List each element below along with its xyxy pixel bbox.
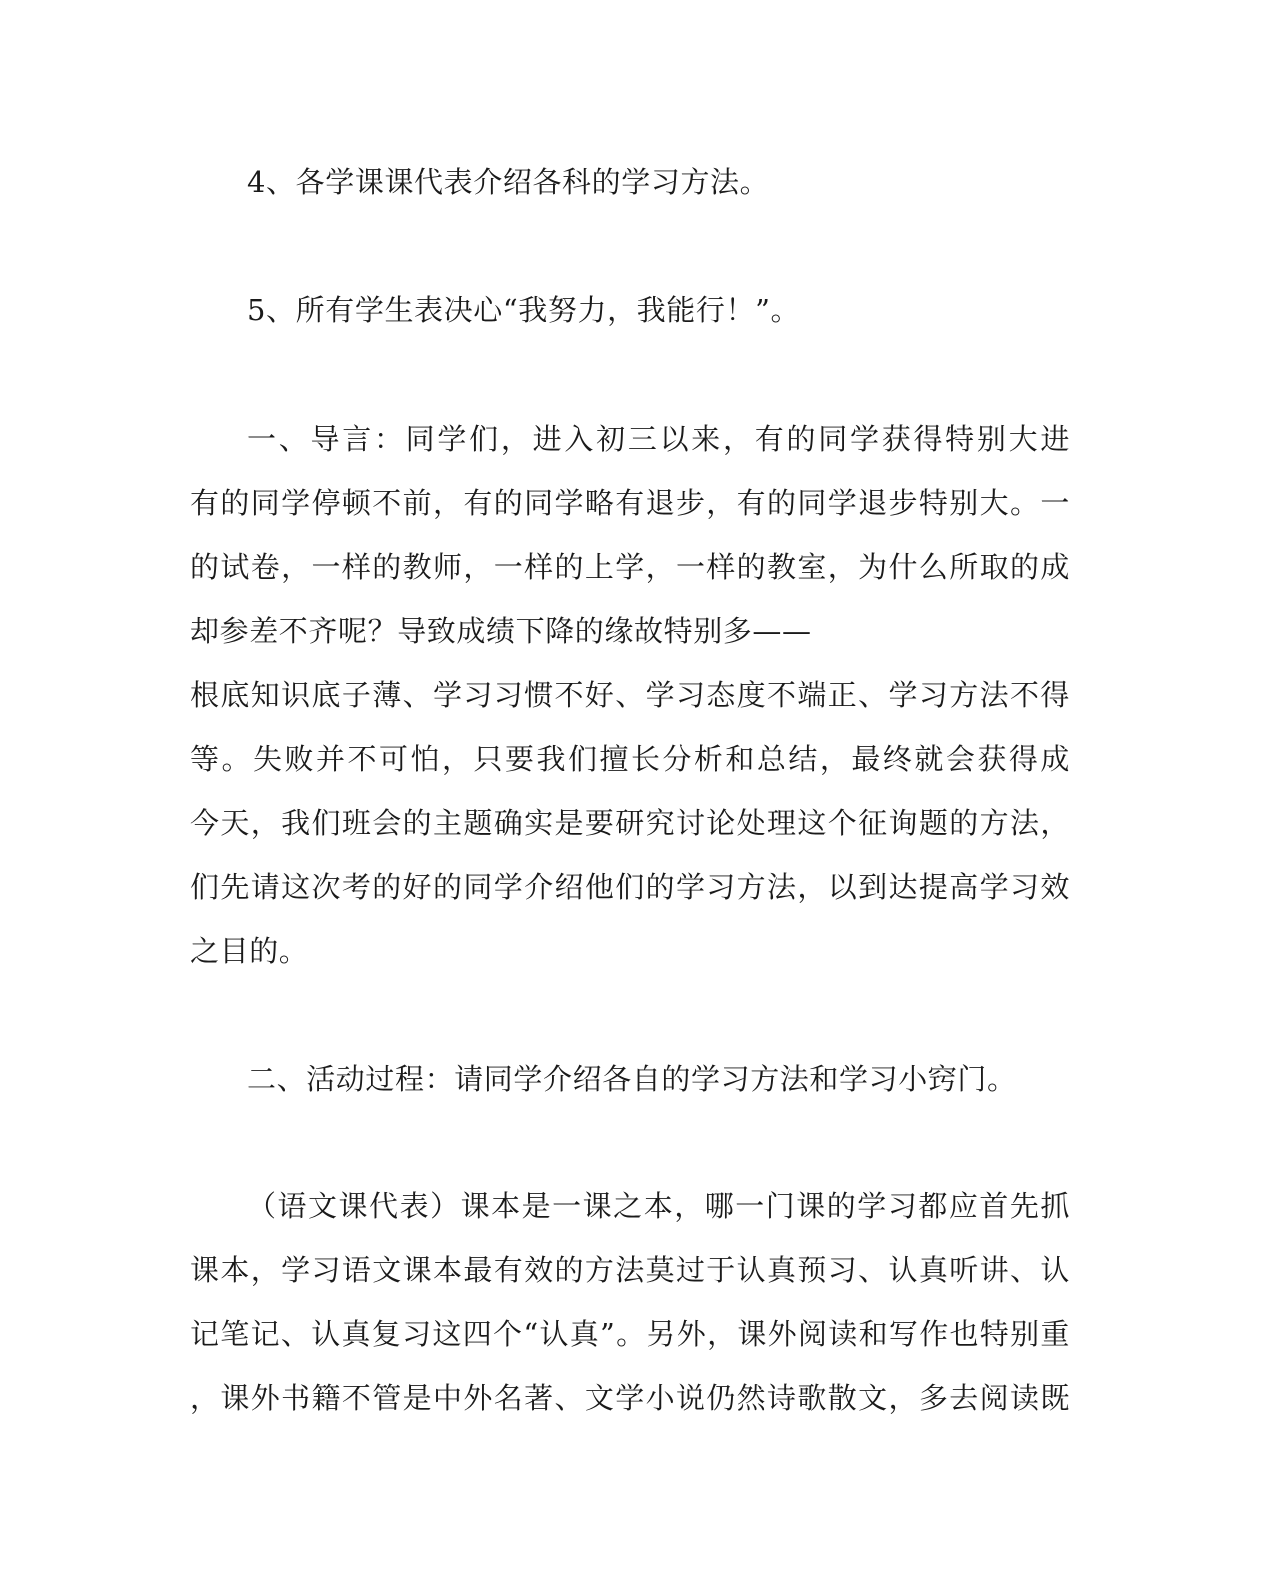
paragraph-line: 的试卷，一样的教师，一样的上学，一样的教室，为什么所取的成: [190, 550, 1070, 584]
section-intro-line: 一、导言：同学们，进入初三以来，有的同学获得特别大进: [247, 422, 1070, 456]
paragraph-line: 课本，学习语文课本最有效的方法莫过于认真预习、认真听讲、认: [190, 1253, 1070, 1287]
paragraph-line: 却参差不齐呢？导致成绩下降的缘故特别多——: [190, 614, 812, 648]
paragraph-line: 们先请这次考的好的同学介绍他们的学习方法，以到达提高学习效: [190, 870, 1070, 904]
paragraph-line: 等。失败并不可怕，只要我们擅长分析和总结，最终就会获得成: [190, 742, 1070, 776]
section-activity-line: 二、活动过程：请同学介绍各自的学习方法和学习小窍门。: [247, 1062, 1017, 1096]
paragraph-line: 记笔记、认真复习这四个“认真”。另外，课外阅读和写作也特别重: [190, 1317, 1070, 1351]
list-item-4: 4、各学课课代表介绍各科的学习方法。: [247, 165, 770, 199]
list-item-5: 5、所有学生表决心“我努力，我能行！”。: [247, 293, 801, 327]
chinese-rep-line: （语文课代表）课本是一课之本，哪一门课的学习都应首先抓: [247, 1189, 1070, 1223]
paragraph-line: 根底知识底子薄、学习习惯不好、学习态度不端正、学习方法不得: [190, 678, 1070, 712]
paragraph-line: 有的同学停顿不前，有的同学略有退步，有的同学退步特别大。一: [190, 486, 1070, 520]
paragraph-line: ，课外书籍不管是中外名著、文学小说仍然诗歌散文，多去阅读既: [190, 1381, 1070, 1415]
paragraph-line: 之目的。: [190, 934, 309, 968]
paragraph-line: 今天，我们班会的主题确实是要研究讨论处理这个征询题的方法，: [190, 806, 1070, 840]
